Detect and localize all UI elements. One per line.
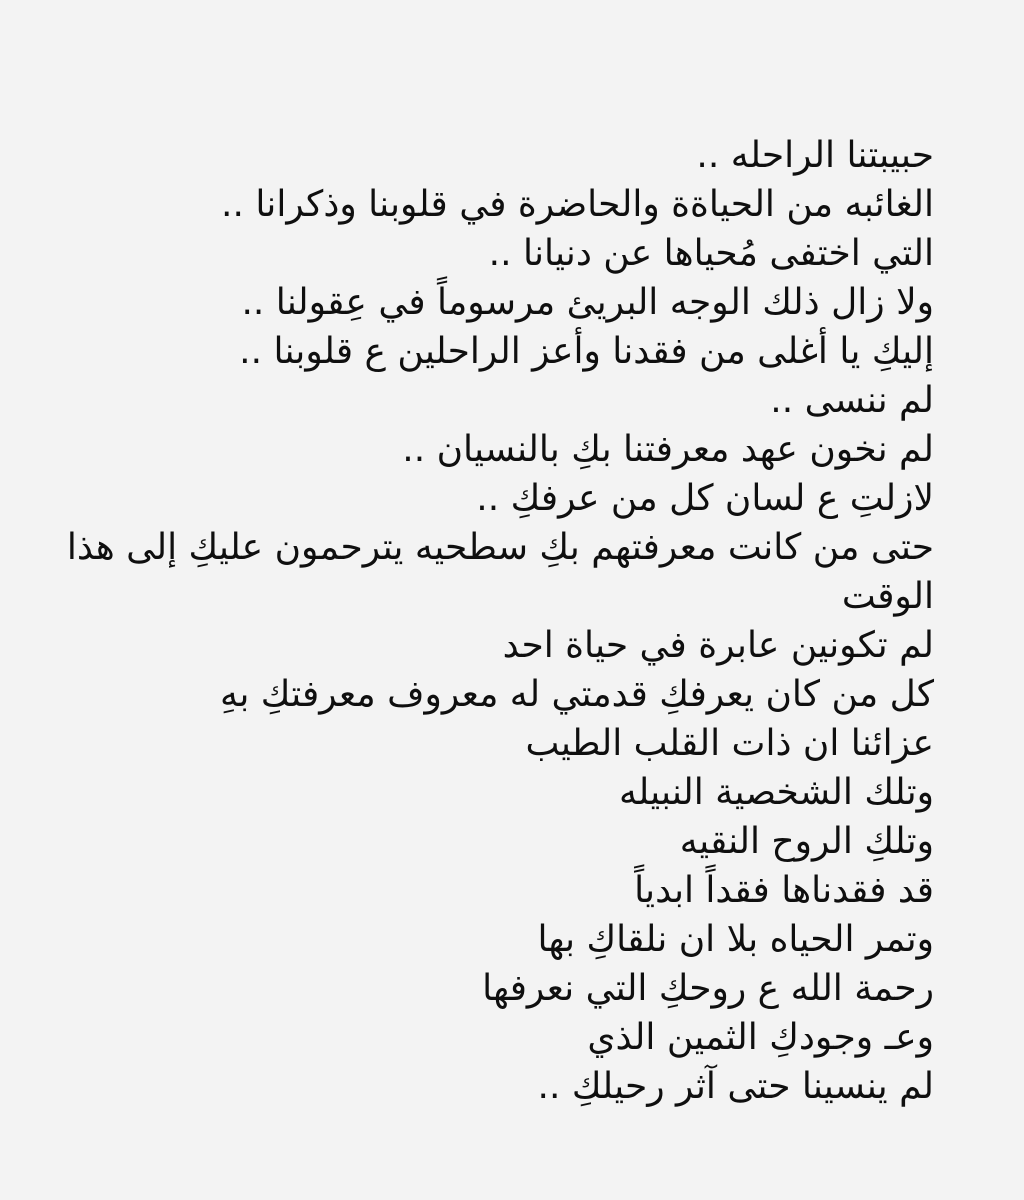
poem-line: وتلكِ الروح النقيه: [679, 821, 934, 862]
poem-line: حبيبتنا الراحله ..: [696, 135, 934, 176]
poem-line: الغائبه من الحياةة والحاضرة في قلوبنا وذكرانا ..: [221, 184, 934, 225]
poem-text: [34, 131, 934, 1111]
poem-line: كل من كان يعرفكِ قدمتي له معروف معرفتكِ بهِ: [220, 674, 934, 715]
poem-line: التي اختفى مُحياها عن دنيانا ..: [488, 233, 934, 274]
poem-line: لم تكونين عابرة في حياة احد: [502, 625, 934, 666]
poem-line: حتى من كانت معرفتهم بكِ سطحيه يترحمون عليكِ إلى هذا: [66, 527, 934, 568]
poem-line: لم نخون عهد معرفتنا بكِ بالنسيان ..: [402, 429, 934, 470]
poem-line: الوقت: [841, 576, 934, 617]
poem-line: إليكِ يا أغلى من فقدنا وأعز الراحلين ع قلوبنا ..: [239, 331, 934, 372]
poem-line: رحمة الله ع روحكِ التي نعرفها: [482, 968, 934, 1009]
poem-line: وتمر الحياه بلا ان نلقاكِ بها: [537, 919, 934, 960]
poem-line: قد فقدناها فقداً ابدياً: [634, 870, 934, 911]
poem-line: لازلتِ ع لسان كل من عرفكِ ..: [476, 478, 934, 519]
poem-line: وعـ وجودكِ الثمين الذي: [587, 1017, 934, 1058]
poem-line: لم ننسى ..: [770, 380, 934, 421]
poem-line: ولا زال ذلك الوجه البريئ مرسوماً في عِقولنا ..: [241, 282, 934, 323]
poem-line: عزائنا ان ذات القلب الطيب: [525, 723, 934, 764]
poem-line: لم ينسينا حتى آثر رحيلكِ ..: [537, 1066, 934, 1107]
poem-line: وتلك الشخصية النبيله: [618, 772, 934, 813]
